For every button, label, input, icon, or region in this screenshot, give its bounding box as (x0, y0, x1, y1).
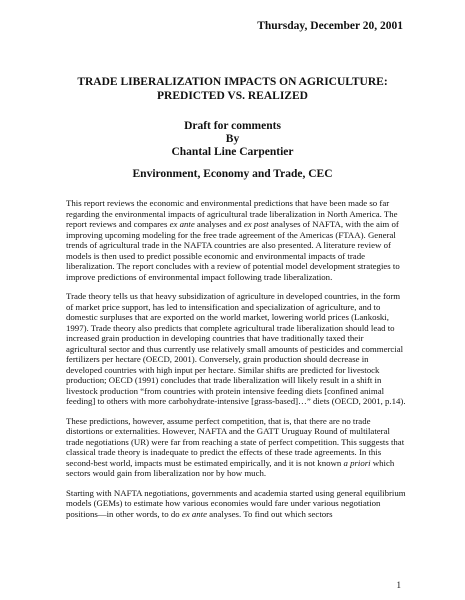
paragraph-2: Trade theory tells us that heavy subsidization of agriculture in developed countries, in the form of market price support, has led to intensification and specialization of agriculture, and to domestic surpluses that are exported on the world market, lowering world prices (Lankoski, 1997). Trade theory also predicts that complete agricultural trade liberalization should lead to increased grain production in developing countries that have traditionally taxed their agricultural sector and thus currently use relatively small amounts of pesticides and commercial fertilizers per hectare (OECD, 2001). Conversely, grain production should decrease in developed countries with high input per hectare. Similar shifts are predicted for livestock production; OECD (1991) concludes that trade liberalization will likely result in a shift in livestock production “from countries with protein intensive feeding diets [confined animal feeding] to others with more carbohydrate-intensive [grass-based]…” diets (OECD, 2001, p.14). (66, 291, 406, 406)
document-title (0, 75, 465, 103)
draft-note: Draft for comments (184, 120, 281, 132)
organization: Environment, Economy and Trade, CEC (132, 168, 333, 180)
paragraph-1: This report reviews the economic and environmental predictions that have been made so far regarding the environmental impacts of agricultural trade liberalization in North America. The report reviews and compares ex ante analyses and ex post analyses of NAFTA, with the aim of improving upcoming modeling for the free trade agreement of the Americas (FTAA). General trends of agricultural trade in the NAFTA countries are also presented. A literature review of models is then used to predict possible economic and environmental impacts of trade liberalization. The report concludes with a review of potential model development strategies to improve predictions of environmental impact following trade liberalization. (66, 198, 400, 282)
paragraph-4: Starting with NAFTA negotiations, governments and academia started using general equilibrium models (GEMs) to estimate how various economies would fare under various negotiation positions—in other words, to do ex ante analyses. To find out which sectors (66, 487, 406, 519)
title-line-2: PREDICTED VS. REALIZED (157, 90, 308, 102)
byline (0, 120, 465, 159)
author-name: Chantal Line Carpentier (171, 146, 294, 158)
by-label: By (225, 133, 240, 145)
paragraph-3: These predictions, however, assume perfect competition, that is, that there are no trade distortions or externalities. However, NAFTA and the GATT Uruguay Round of multilateral trade negotiations (UR) were far from reaching a state of perfect competition. This suggests that classical trade theory is inadequate to predict the effects of these trade agreements. In this second-best world, impacts must be estimated empirically, and it is not known a priori which sectors would gain from liberalization nor by how much. (66, 415, 405, 478)
page-number: 1 (396, 580, 401, 590)
document-date: Thursday, December 20, 2001 (257, 20, 403, 32)
document-body (66, 198, 406, 528)
title-line-1: TRADE LIBERALIZATION IMPACTS ON AGRICULTURE: (77, 76, 388, 88)
